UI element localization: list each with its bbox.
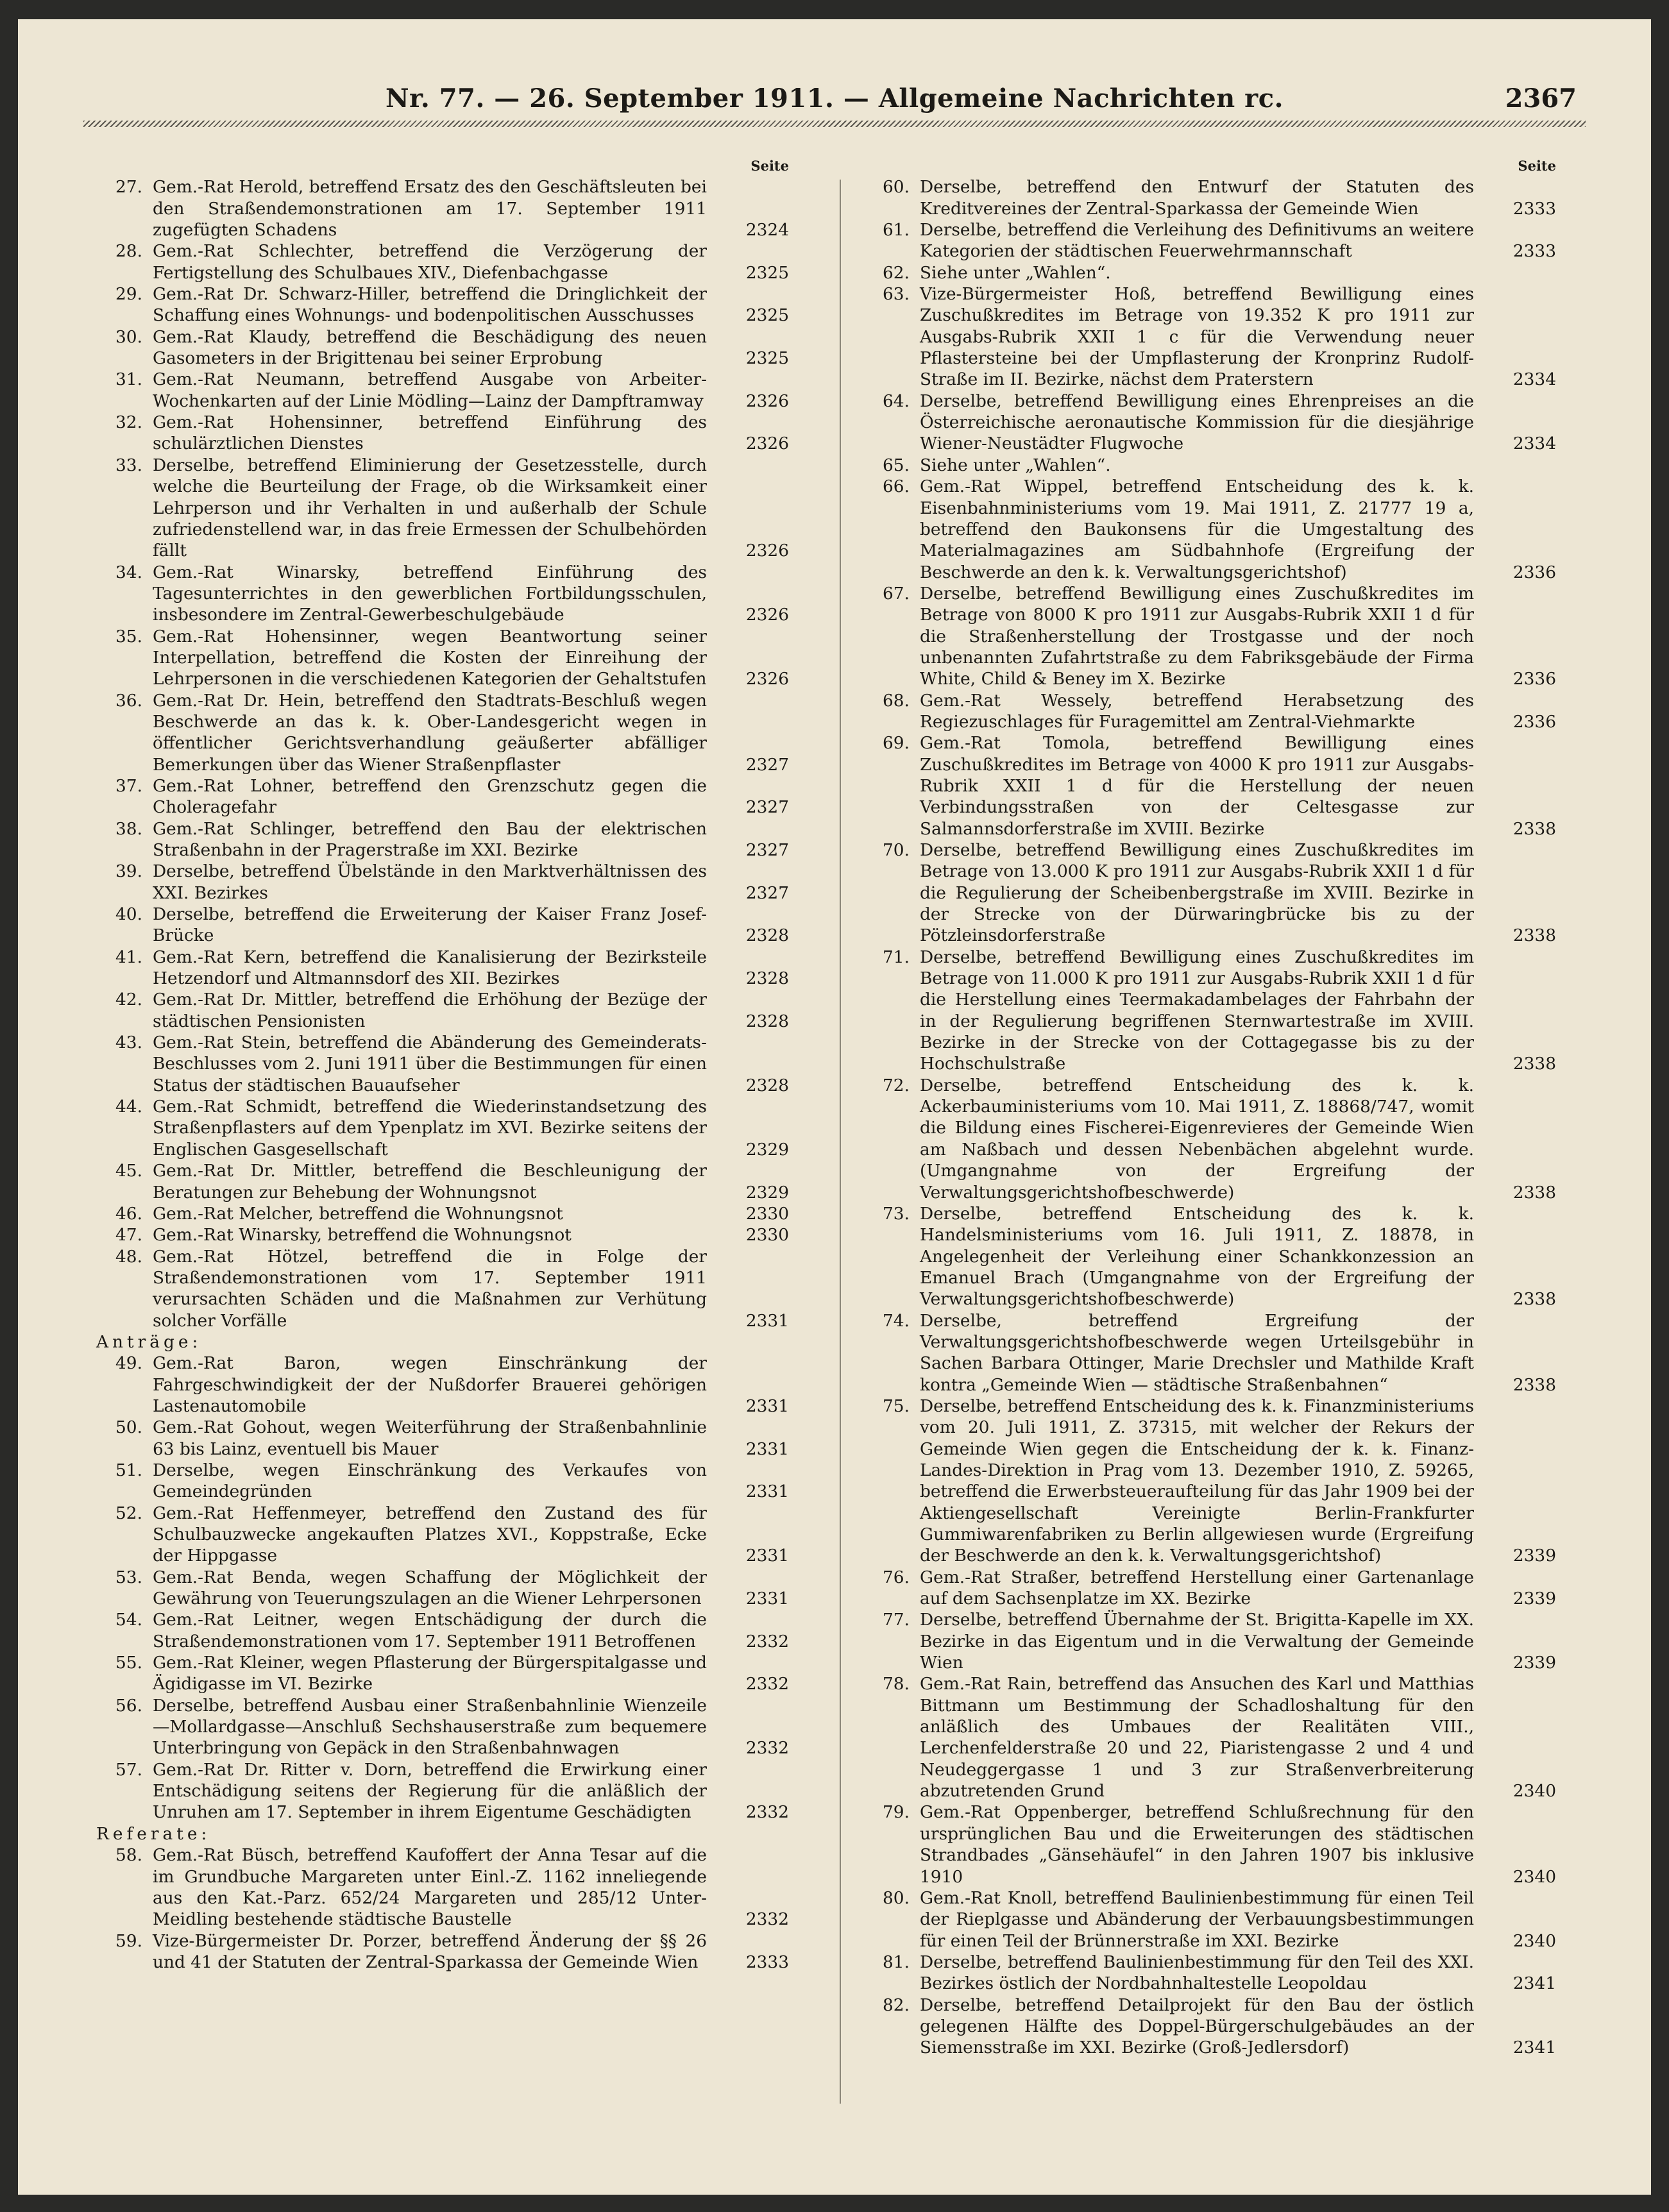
entry-page-number: 2328 xyxy=(745,925,789,946)
index-entry xyxy=(96,283,789,326)
entry-text: Derselbe, betreffend die Verleihung des Definitivums an weitere Kategorien der städtischen Feuerwehrmannschaft xyxy=(920,220,1474,262)
entry-text: Gem.-Rat Wessely, betreffend Herabsetzung des Regiezuschlages für Furagemittel am Zentral-Viehmarkte xyxy=(920,690,1474,732)
entry-text: Gem.-Rat Leitner, wegen Entschädigung der durch die Straßendemonstrationen vom 17. September 1911 Betroffenen xyxy=(153,1610,707,1651)
section-heading-antraege: Anträge: xyxy=(96,1331,202,1352)
entry-page-number: 2326 xyxy=(745,391,789,411)
entry-page-number: 2338 xyxy=(1512,1182,1556,1203)
entry-page-number: 2332 xyxy=(745,1802,789,1823)
index-entry xyxy=(863,476,1556,583)
entry-number: 58. xyxy=(115,1845,142,1866)
header-wavy-rule xyxy=(83,121,1586,127)
entry-text: Gem.-Rat Herold, betreffend Ersatz des den Geschäftsleuten bei den Straßendemonstrationen am 17. September 1911 zugefügten Schadens xyxy=(153,177,707,241)
entry-page-number: 2325 xyxy=(745,305,789,326)
index-entry xyxy=(96,1845,789,1930)
entry-text: Gem.-Rat Kleiner, wegen Pflasterung der Bürgerspitalgasse und Ägidigasse im VI. Bezirke xyxy=(153,1653,707,1694)
entry-text: Gem.-Rat Dr. Mittler, betreffend die Beschleunigung der Beratungen zur Behebung der Wohnungsnot xyxy=(153,1161,707,1203)
entry-number: 54. xyxy=(115,1610,142,1630)
entry-page-number: 2327 xyxy=(745,797,789,818)
entry-page-number: 2340 xyxy=(1512,1930,1556,1951)
entry-text: Derselbe, betreffend die Erweiterung der Kaiser Franz Josef-Brücke xyxy=(153,904,707,946)
index-entry xyxy=(863,1075,1556,1203)
entry-text: Gem.-Rat Winarsky, betreffend Einführung des Tagesunterrichtes in den gewerblichen Fortbildungsschulen, insbesondere im Zentral-Gewerbeschulgebäude xyxy=(153,562,707,625)
entry-page-number: 2332 xyxy=(745,1738,789,1759)
entry-page-number: 2328 xyxy=(745,1011,789,1031)
entry-text: Derselbe, betreffend Entscheidung des k. k. Ackerbauministeriums vom 10. Mai 1911, Z. 18868/747, womit die Bildung eines Fischerei-Eigenrevieres der Gemeinde Wien am Naßbach und dessen Nebenbächen abgelehnt wurde. (Umgangnahme von der Ergreifung der Verwaltungsgerichtshofbeschwerde) xyxy=(920,1075,1474,1203)
entry-text: Derselbe, betreffend Eliminierung der Gesetzesstelle, durch welche die Beurteilung der Frage, ob die Wirksamkeit einer Lehrperson und ihr Verhalten in und außerhalb der Schule zufriedenstellend war, in das freie Ermessen der Schulbehörden fällt xyxy=(153,455,707,561)
entry-list xyxy=(96,1845,789,1973)
right-column xyxy=(863,155,1556,2059)
index-entry xyxy=(863,176,1556,219)
index-entry xyxy=(96,1695,789,1759)
entry-page-number: 2330 xyxy=(745,1225,789,1245)
entry-text: Gem.-Rat Heffenmeyer, betreffend den Zustand des für Schulbauzwecke angekauften Platzes XVI., Koppstraße, Ecke der Hippgasse xyxy=(153,1503,707,1566)
entry-page-number: 2325 xyxy=(745,348,789,369)
entry-text: Derselbe, betreffend Entscheidung des k. k. Finanzministeriums vom 20. Juli 1911, Z. 37315, mit welcher der Rekurs der Gemeinde Wien gegen die Entscheidung der k. k. Finanz-Landes-Direktion in Prag vom 13. Dezember 1910, Z. 59265, betreffend die Erwerbsteueraufteilung für das Jahr 1909 bei der Aktiengesellschaft Vereinigte Berlin-Frankfurter Gummiwarenfabriken zu Berlin allgewiesen wurde (Ergreifung der Beschwerde an den k. k. Verwaltungsgerichtshof) xyxy=(920,1396,1474,1566)
index-entry xyxy=(96,1460,789,1503)
entry-number: 39. xyxy=(115,861,142,882)
entry-text: Gem.-Rat Dr. Hein, betreffend den Stadtrats-Beschluß wegen Beschwerde an das k. k. Ober-Landesgericht wegen in öffentlicher Gerichtsverhandlung geäußerter abfälliger Bemerkungen über das Wiener Straßenpflaster xyxy=(153,690,707,775)
entry-number: 74. xyxy=(883,1310,910,1331)
entry-number: 40. xyxy=(115,904,142,925)
entry-text: Vize-Bürgermeister Dr. Porzer, betreffend Änderung der §§ 26 und 41 der Statuten der Zentral-Sparkassa der Gemeinde Wien xyxy=(153,1930,707,1972)
entry-text: Derselbe, betreffend Übernahme der St. Brigitta-Kapelle im XX. Bezirke in das Eigentum und in die Verwaltung der Gemeinde Wien xyxy=(920,1610,1474,1673)
entry-page-number: 2328 xyxy=(745,968,789,989)
index-entry xyxy=(96,1652,789,1695)
entry-number: 32. xyxy=(115,412,142,433)
entry-text: Gem.-Rat Hötzel, betreffend die in Folge der Straßendemonstrationen vom 17. September 1911 verursachten Schäden und die Maßnahmen zur Verhütung solcher Vorfälle xyxy=(153,1246,707,1331)
index-entry xyxy=(96,562,789,626)
entry-number: 27. xyxy=(115,177,142,198)
entry-page-number: 2331 xyxy=(745,1310,789,1331)
entry-text: Siehe unter „Wahlen“. xyxy=(920,455,1111,475)
entry-page-number: 2341 xyxy=(1512,1973,1556,1994)
entry-page-number: 2327 xyxy=(745,882,789,903)
page-header xyxy=(18,83,1651,141)
index-entry xyxy=(863,1673,1556,1802)
entry-number: 43. xyxy=(115,1033,142,1053)
entry-page-number: 2326 xyxy=(745,541,789,561)
entry-text: Gem.-Rat Neumann, betreffend Ausgabe von Arbeiter-Wochenkarten auf der Linie Mödling—Lainz der Dampftramway xyxy=(153,369,707,411)
index-entry xyxy=(96,626,789,690)
entry-page-number: 2340 xyxy=(1512,1866,1556,1887)
entry-number: 56. xyxy=(115,1695,142,1716)
entry-text: Derselbe, betreffend Bewilligung eines Zuschußkredites im Betrage von 13.000 K pro 1911 zur Ausgabs-Rubrik XXII 1 d für die Regulierung der Scheibenbergstraße im XVIII. Bezirke in der Strecke von der Dürwaringbrücke bis zu der Pötzleinsdorferstraße xyxy=(920,840,1474,946)
entry-page-number: 2333 xyxy=(1512,241,1556,262)
entry-number: 36. xyxy=(115,690,142,711)
index-entry xyxy=(863,391,1556,455)
entry-number: 71. xyxy=(883,947,910,967)
header-title: Nr. 77. — 26. September 1911. — Allgemeine Nachrichten rc. xyxy=(385,83,1284,114)
entry-page-number: 2326 xyxy=(745,605,789,625)
entry-number: 48. xyxy=(115,1246,142,1267)
entry-page-number: 2331 xyxy=(745,1546,789,1566)
entry-number: 62. xyxy=(883,262,910,283)
entry-number: 52. xyxy=(115,1503,142,1523)
entry-number: 30. xyxy=(115,326,142,347)
index-entry xyxy=(863,1203,1556,1310)
entry-text: Derselbe, betreffend Übelstände in den Marktverhältnissen des XXI. Bezirkes xyxy=(153,861,707,903)
index-entry xyxy=(863,219,1556,262)
index-entry xyxy=(96,1930,789,1973)
entry-text: Vize-Bürgermeister Hoß, betreffend Bewilligung eines Zuschußkredites im Betrage von 19.352 K pro 1911 zur Ausgabs-Rubrik XXII 1 c für die Verwendung neuer Pflastersteine bei der Umpflasterung der Kronprinz Rudolf-Straße im II. Bezirke, nächst dem Praterstern xyxy=(920,284,1474,390)
entry-text: Gem.-Rat Dr. Schwarz-Hiller, betreffend die Dringlichkeit der Schaffung eines Wohnungs- und bodenpolitischen Ausschusses xyxy=(153,284,707,326)
index-entry xyxy=(863,1995,1556,2059)
entry-number: 35. xyxy=(115,626,142,646)
entry-number: 73. xyxy=(883,1203,910,1224)
entry-page-number: 2338 xyxy=(1512,1289,1556,1310)
entry-page-number: 2331 xyxy=(745,1482,789,1502)
entry-text: Gem.-Rat Rain, betreffend das Ansuchen des Karl und Matthias Bittmann um Bestimmung der Schadloshaltung für den anläßlich des Umbaues der Realitäten VIII., Lerchenfelderstraße 20 und 22, Piaristengasse 2 und 4 und Neudeggergasse 1 und 3 zur Straßenverbreiterung abzutretenden Grund xyxy=(920,1674,1474,1802)
entry-text: Derselbe, betreffend den Entwurf der Statuten des Kreditvereines der Zentral-Sparkassa der Gemeinde Wien xyxy=(920,177,1474,219)
entry-page-number: 2332 xyxy=(745,1909,789,1930)
index-entry xyxy=(863,1567,1556,1610)
entry-number: 44. xyxy=(115,1097,142,1117)
entry-page-number: 2336 xyxy=(1512,711,1556,732)
entry-page-number: 2338 xyxy=(1512,1054,1556,1074)
entry-list xyxy=(96,176,789,1331)
entry-text: Derselbe, wegen Einschränkung des Verkaufes von Gemeindegründen xyxy=(153,1460,707,1502)
index-entry xyxy=(96,1503,789,1567)
index-entry xyxy=(96,690,789,775)
entry-text: Gem.-Rat Tomola, betreffend Bewilligung eines Zuschußkredites im Betrage von 4000 K pro 1911 zur Ausgabs-Rubrik XXII 1 d für die Herstellung der neuen Verbindungsstraßen von der Celtesgasse zur Salmannsdorferstraße im XVIII. Bezirke xyxy=(920,733,1474,839)
entry-number: 42. xyxy=(115,990,142,1010)
entry-number: 34. xyxy=(115,562,142,582)
entry-page-number: 2326 xyxy=(745,434,789,454)
index-entry xyxy=(863,1952,1556,1995)
entry-text: Gem.-Rat Kern, betreffend die Kanalisierung der Bezirksteile Hetzendorf und Altmannsdorf des XII. Bezirkes xyxy=(153,947,707,989)
index-entry xyxy=(863,732,1556,840)
entry-page-number: 2325 xyxy=(745,262,789,283)
entry-page-number: 2340 xyxy=(1512,1781,1556,1802)
entry-page-number: 2329 xyxy=(745,1139,789,1160)
index-entry xyxy=(96,904,789,947)
entry-number: 72. xyxy=(883,1075,910,1095)
entry-number: 50. xyxy=(115,1417,142,1438)
entry-page-number: 2331 xyxy=(745,1439,789,1459)
entry-number: 46. xyxy=(115,1203,142,1224)
entry-number: 64. xyxy=(883,391,910,411)
index-entry xyxy=(863,1887,1556,1952)
entry-text: Gem.-Rat Melcher, betreffend die Wohnungsnot xyxy=(153,1203,563,1224)
entry-list xyxy=(863,176,1556,2058)
entry-text: Gem.-Rat Schmidt, betreffend die Wiederinstandsetzung des Straßenpflasters auf dem Ypenplatz im XVI. Bezirke seitens der Englischen Gasgesellschaft xyxy=(153,1097,707,1160)
seite-label: Seite xyxy=(750,158,789,174)
index-entry xyxy=(863,455,1556,476)
entry-text: Gem.-Rat Baron, wegen Einschränkung der Fahrgeschwindigkeit der der Nußdorfer Brauerei gehörigen Lastenautomobile xyxy=(153,1353,707,1416)
entry-text: Gem.-Rat Gohout, wegen Weiterführung der Straßenbahnlinie 63 bis Lainz, eventuell bis Mauer xyxy=(153,1417,707,1459)
index-entry xyxy=(863,947,1556,1075)
entry-number: 65. xyxy=(883,455,910,475)
index-entry xyxy=(96,1353,789,1417)
entry-number: 60. xyxy=(883,177,910,198)
entry-number: 57. xyxy=(115,1759,142,1780)
entry-number: 29. xyxy=(115,284,142,305)
index-entry xyxy=(96,412,789,455)
entry-number: 61. xyxy=(883,220,910,241)
index-entry xyxy=(96,455,789,562)
index-entry xyxy=(96,1246,789,1331)
entry-number: 47. xyxy=(115,1225,142,1245)
entry-page-number: 2336 xyxy=(1512,669,1556,689)
index-entry xyxy=(863,690,1556,733)
header-page-number: 2367 xyxy=(1505,83,1577,114)
entry-page-number: 2330 xyxy=(745,1203,789,1224)
index-entry xyxy=(96,1032,789,1096)
index-entry xyxy=(96,775,789,818)
entry-text: Gem.-Rat Wippel, betreffend Entscheidung des k. k. Eisenbahnministeriums vom 19. Mai 1911, Z. 21777 19 a, betreffend den Baukonsens für die Umgestaltung des Materialmagazines am Südbahnhofe (Ergreifung der Beschwerde an den k. k. Verwaltungsgerichtshof) xyxy=(920,477,1474,582)
index-entry xyxy=(96,1759,789,1823)
entry-text: Gem.-Rat Schlinger, betreffend den Bau der elektrischen Straßenbahn in der Pragerstraße im XXI. Bezirke xyxy=(153,818,707,860)
entry-number: 33. xyxy=(115,455,142,475)
entry-number: 82. xyxy=(883,1995,910,2015)
entry-text: Derselbe, betreffend Bewilligung eines Zuschußkredites im Betrage von 8000 K pro 1911 zur Ausgabs-Rubrik XXII 1 d für die Straßenherstellung der Trostgasse und der noch unbenannten Zufahrtstraße zu dem Fabriksgebäude der Firma White, Child & Beney im X. Bezirke xyxy=(920,583,1474,689)
entry-number: 28. xyxy=(115,241,142,262)
document-page xyxy=(18,19,1651,2195)
index-entry xyxy=(863,1609,1556,1673)
entry-page-number: 2339 xyxy=(1512,1546,1556,1566)
index-entry xyxy=(96,1417,789,1460)
entry-text: Gem.-Rat Oppenberger, betreffend Schlußrechnung für den ursprünglichen Bau und die Erweiterungen des städtischen Strandbades „Gänsehäufel“ in den Jahren 1907 bis inklusive 1910 xyxy=(920,1802,1474,1887)
entry-text: Derselbe, betreffend Entscheidung des k. k. Handelsministeriums vom 16. Juli 1911, Z. 18878, in Angelegenheit der Verleihung einer Schankkonzession an Emanuel Brach (Umgangnahme von der Ergreifung der Verwaltungsgerichtshofbeschwerde) xyxy=(920,1203,1474,1310)
entry-number: 67. xyxy=(883,583,910,604)
entry-text: Gem.-Rat Lohner, betreffend den Grenzschutz gegen die Choleragefahr xyxy=(153,775,707,818)
index-entry xyxy=(96,947,789,990)
index-entry xyxy=(96,861,789,904)
entry-text: Gem.-Rat Dr. Mittler, betreffend die Erhöhung der Bezüge der städtischen Pensionisten xyxy=(153,990,707,1031)
index-entry xyxy=(863,1310,1556,1396)
column-divider xyxy=(840,180,841,2104)
entry-number: 66. xyxy=(883,477,910,497)
entry-text: Gem.-Rat Dr. Ritter v. Dorn, betreffend die Erwirkung einer Entschädigung seitens der Regierung für die anläßlich der Unruhen am 17. September in ihrem Eigentume Geschädigten xyxy=(153,1759,707,1823)
entry-number: 38. xyxy=(115,818,142,839)
entry-text: Gem.-Rat Benda, wegen Schaffung der Möglichkeit der Gewährung von Teuerungszulagen an die Wiener Lehrpersonen xyxy=(153,1567,707,1609)
entry-number: 68. xyxy=(883,690,910,711)
index-entry xyxy=(96,989,789,1032)
index-entry xyxy=(96,369,789,412)
entry-page-number: 2326 xyxy=(745,669,789,689)
entry-number: 69. xyxy=(883,733,910,754)
entry-page-number: 2334 xyxy=(1512,434,1556,454)
entry-page-number: 2336 xyxy=(1512,562,1556,582)
entry-page-number: 2332 xyxy=(745,1631,789,1651)
entry-number: 51. xyxy=(115,1460,142,1480)
entry-number: 78. xyxy=(883,1674,910,1694)
entry-page-number: 2331 xyxy=(745,1589,789,1609)
entry-page-number: 2333 xyxy=(1512,198,1556,219)
entry-page-number: 2324 xyxy=(745,220,789,241)
entry-page-number: 2339 xyxy=(1512,1589,1556,1609)
entry-page-number: 2333 xyxy=(745,1952,789,1972)
index-entry xyxy=(863,283,1556,391)
entry-text: Gem.-Rat Hohensinner, wegen Beantwortung seiner Interpellation, betreffend die Kosten der Einreihung der Lehrpersonen in die verschiedenen Kategorien der Gehaltstufen xyxy=(153,626,707,689)
entry-text: Gem.-Rat Hohensinner, betreffend Einführung des schulärztlichen Dienstes xyxy=(153,412,707,454)
index-entry xyxy=(96,326,789,369)
section-heading-referate: Referate: xyxy=(96,1823,211,1844)
entry-text: Derselbe, betreffend Bewilligung eines Zuschußkredites im Betrage von 11.000 K pro 1911 zur Ausgabs-Rubrik XXII 1 d für die Herstellung eines Teermakadambelages der Fahrbahn der in der Regulierung begriffenen Sternwartestraße im XVIII. Bezirke in der Strecke von der Cottagegasse bis zu der Hochschulstraße xyxy=(920,947,1474,1074)
entry-page-number: 2341 xyxy=(1512,2038,1556,2058)
entry-text: Gem.-Rat Büsch, betreffend Kaufoffert der Anna Tesar auf die im Grundbuche Margareten unter Einl.-Z. 1162 inneliegende aus den Kat.-Parz. 652/24 Margareten und 285/12 Unter-Meidling bestehende städtische Baustelle xyxy=(153,1845,707,1930)
index-entry xyxy=(96,1224,789,1245)
index-entry xyxy=(96,818,789,861)
entry-number: 80. xyxy=(883,1887,910,1908)
entry-page-number: 2339 xyxy=(1512,1653,1556,1673)
entry-number: 37. xyxy=(115,775,142,796)
seite-label: Seite xyxy=(1518,158,1556,174)
index-entry xyxy=(863,262,1556,283)
index-entry xyxy=(96,1096,789,1160)
entry-page-number: 2338 xyxy=(1512,925,1556,946)
entry-number: 63. xyxy=(883,284,910,305)
entry-number: 59. xyxy=(115,1930,142,1951)
index-entry xyxy=(96,1203,789,1224)
entry-number: 49. xyxy=(115,1353,142,1374)
index-entry xyxy=(863,840,1556,947)
index-entry xyxy=(96,176,789,241)
index-entry xyxy=(96,241,789,283)
entry-page-number: 2334 xyxy=(1512,369,1556,390)
entry-text: Gem.-Rat Winarsky, betreffend die Wohnungsnot xyxy=(153,1225,572,1245)
entry-number: 70. xyxy=(883,840,910,860)
entry-text: Derselbe, betreffend Bewilligung eines Ehrenpreises an die Österreichische aeronautische Kommission für die diesjährige Wiener-Neustädter Flugwoche xyxy=(920,391,1474,454)
index-entry xyxy=(863,1802,1556,1887)
entry-text: Derselbe, betreffend Detailprojekt für den Bau der östlich gelegenen Hälfte des Doppel-Bürgerschulgebäudes an der Siemensstraße im XXI. Bezirke (Groß-Jedlersdorf) xyxy=(920,1995,1474,2058)
entry-page-number: 2332 xyxy=(745,1674,789,1694)
entry-number: 55. xyxy=(115,1653,142,1673)
entry-text: Gem.-Rat Stein, betreffend die Abänderung des Gemeinderats-Beschlusses vom 2. Juni 1911 über die Bestimmungen für einen Status der städtischen Bauaufseher xyxy=(153,1033,707,1095)
entry-number: 81. xyxy=(883,1952,910,1972)
entry-number: 45. xyxy=(115,1161,142,1181)
entry-number: 75. xyxy=(883,1396,910,1416)
index-entry xyxy=(96,1567,789,1610)
entry-text: Gem.-Rat Knoll, betreffend Baulinienbestimmung für einen Teil der Rieplgasse und Abänderung der Verbauungsbestimmungen für einen Teil der Brünnerstraße im XXI. Bezirke xyxy=(920,1887,1474,1951)
index-entry xyxy=(96,1609,789,1652)
entry-text: Derselbe, betreffend Baulinienbestimmung für den Teil des XXI. Bezirkes östlich der Nordbahnhaltestelle Leopoldau xyxy=(920,1952,1474,1994)
entry-number: 77. xyxy=(883,1610,910,1630)
entry-text: Gem.-Rat Klaudy, betreffend die Beschädigung des neuen Gasometers in der Brigittenau bei seiner Erprobung xyxy=(153,326,707,369)
entry-text: Gem.-Rat Straßer, betreffend Herstellung einer Gartenanlage auf dem Sachsenplatze im XX. Bezirke xyxy=(920,1567,1474,1609)
entry-page-number: 2329 xyxy=(745,1182,789,1203)
index-entry xyxy=(863,583,1556,690)
entry-page-number: 2338 xyxy=(1512,818,1556,839)
entry-page-number: 2338 xyxy=(1512,1374,1556,1395)
entry-number: 76. xyxy=(883,1567,910,1587)
entry-text: Derselbe, betreffend Ergreifung der Verwaltungsgerichtshofbeschwerde wegen Urteilsgebühr in Sachen Barbara Ottinger, Marie Drechsler und Mathilde Kraft kontra „Gemeinde Wien — städtische Straßenbahnen“ xyxy=(920,1310,1474,1395)
entry-text: Siehe unter „Wahlen“. xyxy=(920,262,1111,283)
entry-page-number: 2327 xyxy=(745,754,789,775)
entry-page-number: 2331 xyxy=(745,1396,789,1416)
entry-number: 53. xyxy=(115,1567,142,1587)
left-column xyxy=(96,155,789,1973)
entry-text: Derselbe, betreffend Ausbau einer Straßenbahnlinie Wienzeile—Mollardgasse—Anschluß Sechshauserstraße zum bequemere Unterbringung von Gepäck in den Straßenbahnwagen xyxy=(153,1695,707,1759)
entry-text: Gem.-Rat Schlechter, betreffend die Verzögerung der Fertigstellung des Schulbaues XIV., Diefenbachgasse xyxy=(153,241,707,283)
entry-number: 41. xyxy=(115,947,142,967)
entry-number: 79. xyxy=(883,1802,910,1823)
entry-list xyxy=(96,1353,789,1823)
index-entry xyxy=(863,1396,1556,1567)
entry-number: 31. xyxy=(115,369,142,390)
entry-page-number: 2328 xyxy=(745,1075,789,1095)
entry-page-number: 2327 xyxy=(745,840,789,860)
index-entry xyxy=(96,1160,789,1203)
